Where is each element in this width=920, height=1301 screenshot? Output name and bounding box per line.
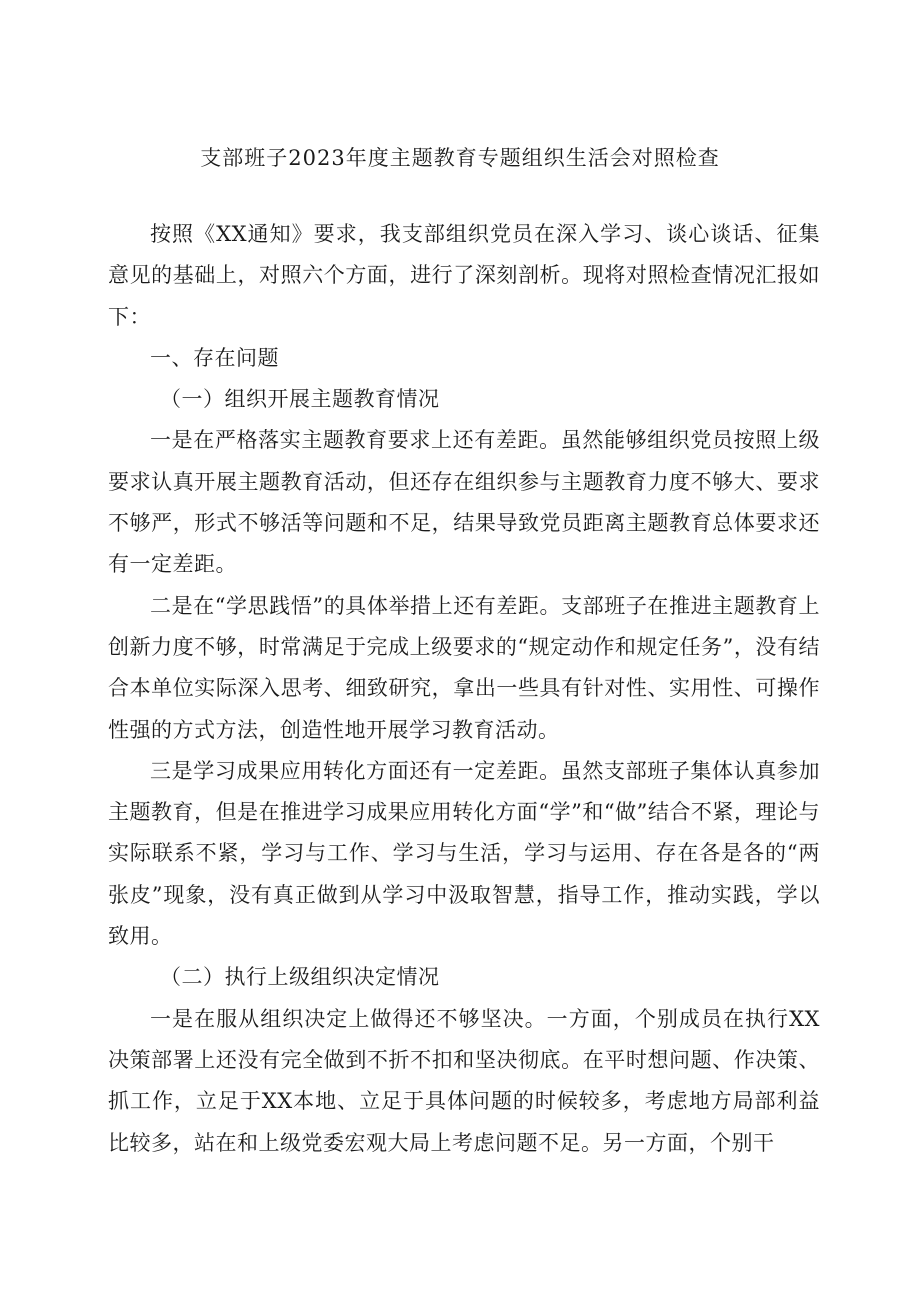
subsection-heading-1: （一）组织开展主题教育情况 (160, 387, 440, 412)
document-body (108, 214, 820, 1164)
intro-paragraph: 按照《XX通知》要求，我支部组织党员在深入学习、谈心谈话、征集意见的基础上，对照六个方面，进行了深刻剖析。现将对照检查情况汇报如下： (108, 222, 820, 329)
paragraph-1-1: 一是在严格落实主题教育要求上还有差距。虽然能够组织党员按照上级要求认真开展主题教育活动，但还存在组织参与主题教育力度不够大、要求不够严，形式不够活等问题和不足，结果导致党员距离主题教育总体要求还有一定差距。 (108, 428, 820, 577)
section-heading-problems: 一、存在问题 (150, 345, 279, 370)
document-title: 支部班子2023年度主题教育专题组织生活会对照检查 (200, 146, 720, 170)
paragraph-2-1: 一是在服从组织决定上做得还不够坚决。一方面，个别成员在执行XX决策部署上还没有完全做到不折不扣和坚决彻底。在平时想问题、作决策、抓工作，立足于XX本地、立足于具体问题的时候较多，考虑地方局部利益比较多，站在和上级党委宏观大局上考虑问题不足。另一方面，个别干 (108, 1006, 820, 1155)
paragraph-1-2: 二是在“学思践悟”的具体举措上还有差距。支部班子在推进主题教育上创新力度不够，时常满足于完成上级要求的“规定动作和规定任务”，没有结合本单位实际深入思考、细致研究，拿出一些具有针对性、实用性、可操作性强的方式方法，创造性地开展学习教育活动。 (108, 593, 820, 742)
subsection-heading-2: （二）执行上级组织决定情况 (160, 965, 440, 990)
paragraph-1-3: 三是学习成果应用转化方面还有一定差距。虽然支部班子集体认真参加主题教育，但是在推进学习成果应用转化方面“学”和“做”结合不紧，理论与实际联系不紧，学习与工作、学习与生活，学习与运用、存在各是各的“两张皮”现象，没有真正做到从学习中汲取智慧，指导工作，推动实践，学以致用。 (108, 758, 820, 949)
